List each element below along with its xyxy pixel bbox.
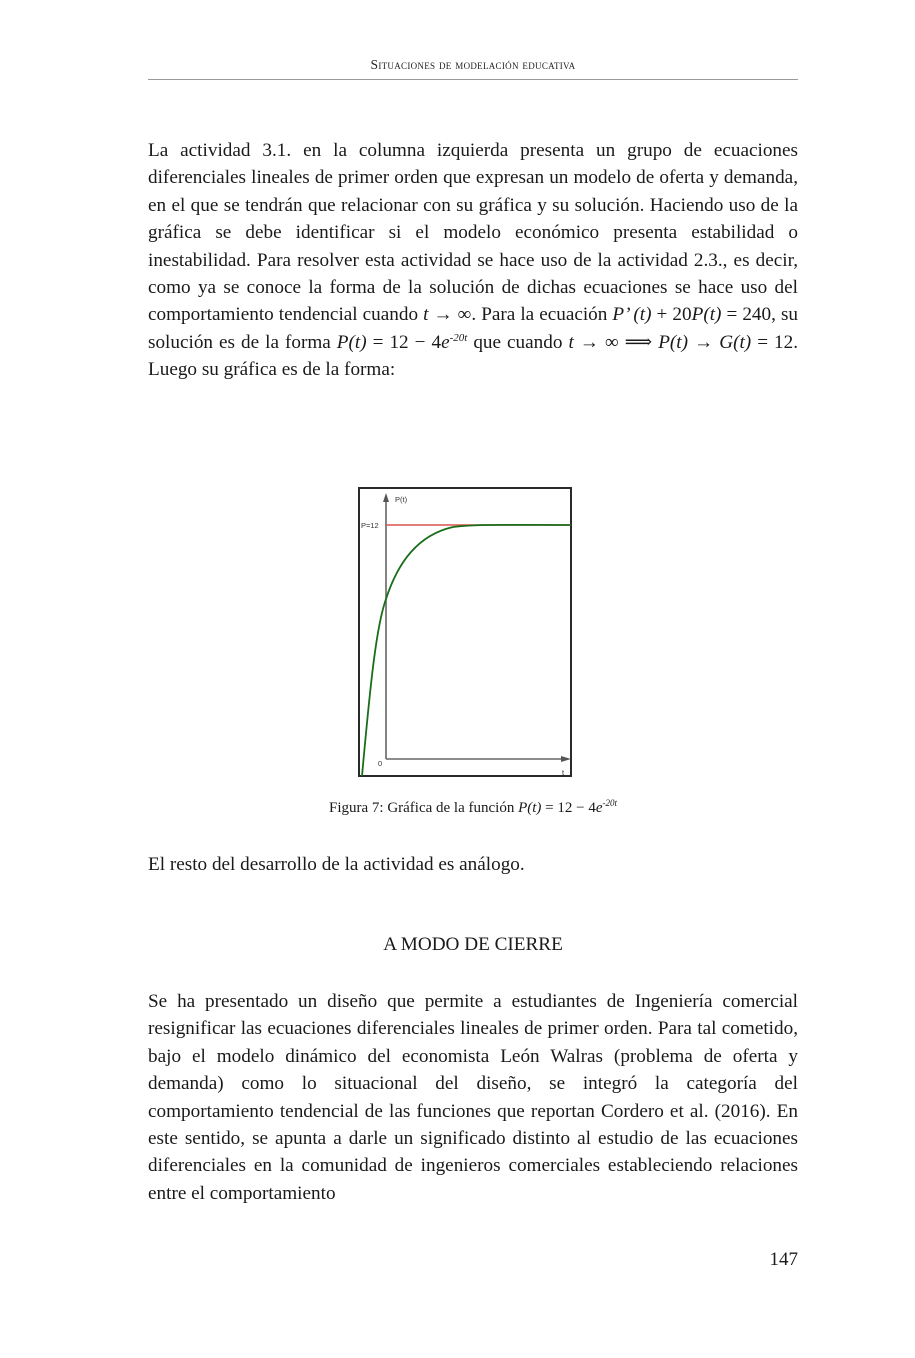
paragraph-closing: Se ha presentado un diseño que permite a estudiantes de Ingeniería comercial resignificar las ecuaciones diferenciales lineales de primer orden. Para tal cometido, bajo el modelo dinámico del economista León Walras (problema de oferta y demanda) como lo situacional del diseño, se integró la categoría del comportamiento tendencial de las funciones que reportan Cordero et al. (2016). En este sentido, se apunta a darle un significado distinto al estudio de las ecuaciones diferenciales en la comunidad de ingenieros comerciales estableciendo relaciones entre el comportamiento (148, 991, 798, 1204)
figure-frame (359, 488, 571, 776)
header-divider (148, 79, 798, 80)
text-run: La actividad 3.1. en la columna izquierda presenta un grupo de ecuaciones diferenciales lineales de primer orden que expresan un modelo de oferta y demanda, en el que se tendrán que relacionar con su gráfica y su solución. Haciendo uso de la gráfica se debe identificar si el modelo económico presenta estabilidad o inestabilidad. Para resolver esta actividad se hace uso de la actividad 2.3., es decir, como ya se conoce la forma de la solución de dichas ecuaciones se hace uso del comportamiento tendencial cuando (148, 140, 798, 326)
text-run: = 240, su solución es de la forma (148, 304, 799, 353)
caption-text: = 12 − 4 (541, 800, 596, 816)
math-var: t (423, 304, 429, 326)
math-var: G(t) (719, 331, 752, 353)
caption-text: Figura 7: Gráfica de la función (328, 800, 519, 816)
math-var: P(t) (336, 331, 367, 353)
x-axis-label: t (562, 768, 565, 777)
paragraph-analogous: El resto del desarrollo de la actividad es análogo. (148, 854, 525, 875)
figure-caption (148, 800, 798, 817)
section-heading: A MODO DE CIERRE (383, 934, 563, 955)
origin-label: 0 (378, 759, 383, 768)
page-number: 147 (769, 1249, 798, 1270)
caption-math: P(t) (518, 800, 542, 816)
y-axis-label: P(t) (395, 495, 408, 504)
figure-graph (358, 487, 572, 777)
math-exponent: -20t (449, 331, 468, 344)
caption-math: e (595, 800, 603, 816)
text-run: → ∞ ⟹ (573, 331, 659, 353)
caption-exponent: -20t (602, 798, 618, 808)
math-var: e (441, 331, 450, 353)
paragraph-intro (148, 137, 798, 384)
text-run: que cuando (467, 331, 569, 353)
function-plot (358, 487, 572, 777)
asymptote-label: P=12 (361, 521, 379, 530)
running-head: Situaciones de modelación educativa (370, 57, 576, 72)
math-var: P’ (t) (612, 304, 652, 326)
text-run: → (688, 331, 720, 353)
text-run: + 20 (651, 304, 692, 326)
text-run: = 12. Luego su gráfica es de la forma: (148, 331, 799, 381)
text-run: → ∞. Para la ecuación (428, 304, 613, 326)
math-var: t (568, 331, 574, 353)
math-var: P(t) (658, 331, 689, 353)
text-run: = 12 − 4 (366, 331, 442, 353)
math-var: P(t) (691, 304, 722, 326)
